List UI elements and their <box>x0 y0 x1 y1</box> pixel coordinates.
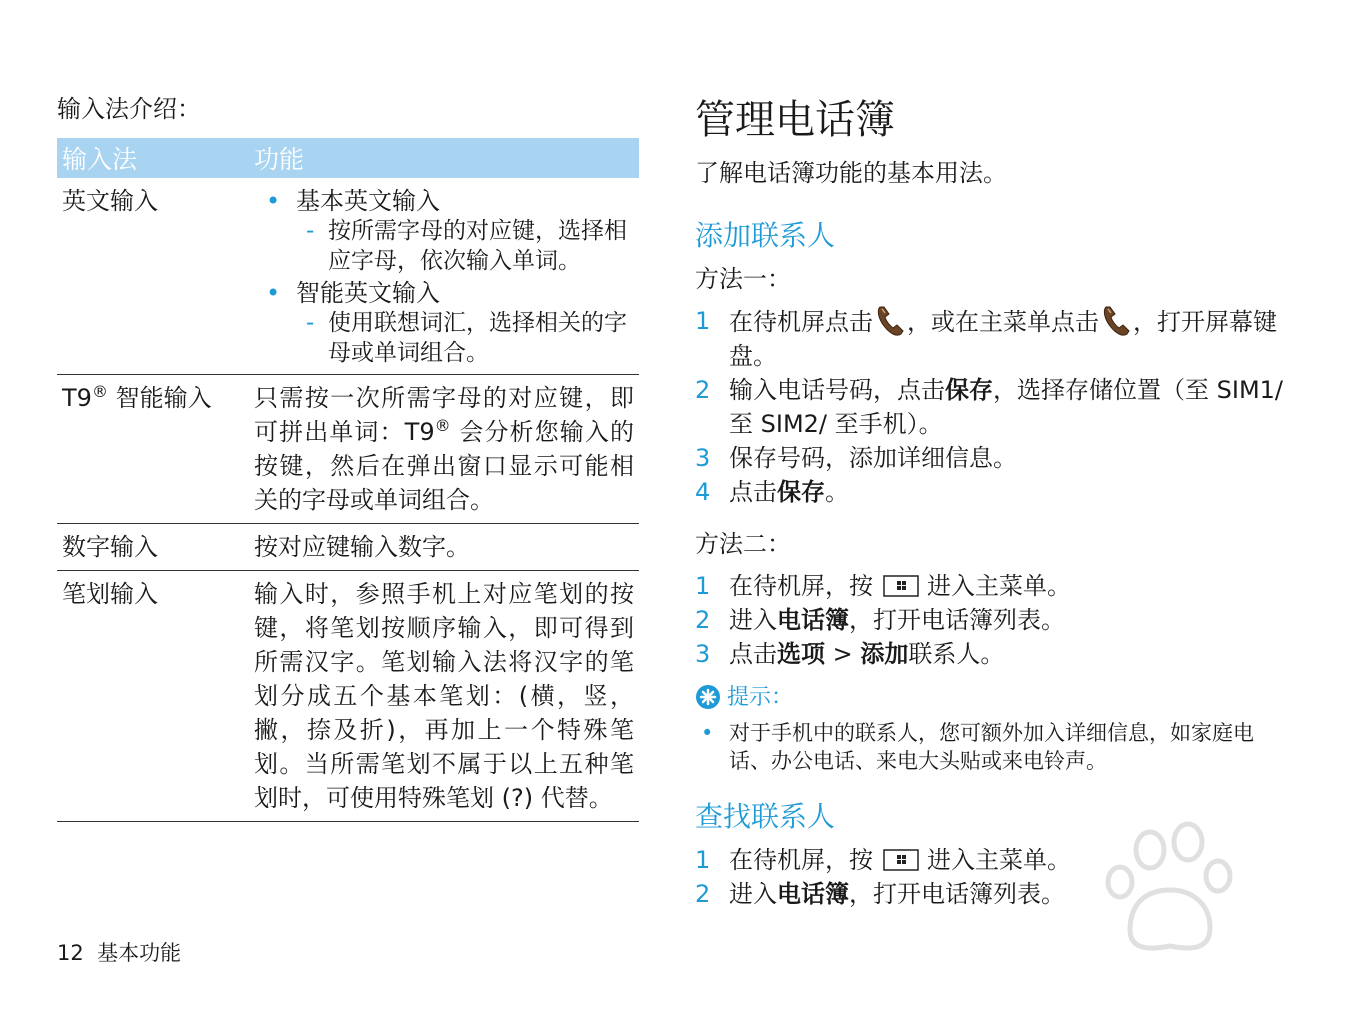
table-row <box>57 571 639 822</box>
right-column <box>695 92 1295 929</box>
step-text: 在待机屏，按 <box>729 846 873 874</box>
step-number: 1 <box>695 846 711 874</box>
bullet-title: 基本英文输入 <box>296 187 440 215</box>
phonebook-label: 电话簿 <box>777 606 849 634</box>
step-number: 2 <box>695 880 711 908</box>
list-item <box>695 603 1295 637</box>
sub-item: - 使用联想词汇，选择相关的字母或单词组合。 <box>306 308 634 368</box>
tip-label: 提示： <box>727 685 794 710</box>
list-item <box>695 569 1295 603</box>
bullet-title: 智能英文输入 <box>296 279 440 307</box>
step-number: 1 <box>695 572 711 600</box>
method-one-steps <box>695 304 1295 509</box>
find-contact-heading: 查找联系人 <box>695 800 836 833</box>
row-number-name: 数字输入 <box>57 524 249 571</box>
row-number-desc: 按对应键输入数字。 <box>249 524 639 571</box>
method-one-label: 方法一： <box>695 265 791 293</box>
step-number: 3 <box>695 444 711 472</box>
row-stroke-name: 笔划输入 <box>57 571 249 822</box>
page-number: 12 <box>57 941 84 965</box>
add-label: 添加 <box>860 640 909 668</box>
t9-desc-b: 会分析您输入的按键，然后在弹出窗口显示可能相关的字母或单词组合。 <box>254 418 634 514</box>
step-text: 联系人。 <box>908 640 1005 668</box>
list-item <box>266 186 634 276</box>
footer-section: 基本功能 <box>97 941 182 965</box>
step-text: 保存号码，添加详细信息。 <box>729 444 1017 472</box>
step-text: 进入 <box>729 606 777 634</box>
tip-header <box>695 683 1295 713</box>
table-row <box>57 524 639 571</box>
row-t9-name <box>57 375 249 524</box>
phone-icon <box>875 304 905 338</box>
watermark-logo <box>1080 810 1280 980</box>
t9-text: T9 <box>62 384 92 412</box>
page-lead: 了解电话簿功能的基本用法。 <box>695 159 1007 187</box>
list-item <box>266 278 634 368</box>
step-text: ，打开电话簿列表。 <box>849 606 1065 634</box>
input-methods-table <box>57 138 639 822</box>
step-number: 2 <box>695 606 711 634</box>
method-two-label: 方法二： <box>695 530 791 558</box>
row-english-desc <box>249 178 639 375</box>
page-footer <box>57 938 181 968</box>
tip-icon <box>695 684 721 710</box>
menu-separator: > <box>825 640 861 668</box>
menu-key-icon <box>883 575 919 597</box>
step-text: ，打开电话簿列表。 <box>849 880 1065 908</box>
list-item <box>695 475 1295 509</box>
tip-item: • 对于手机中的联系人，您可额外加入详细信息，如家庭电话、办公电话、来电大头贴或来电铃声。 <box>695 719 1295 775</box>
step-text: 点击 <box>729 640 777 668</box>
t9-desc-a: 只需按一次所需字母的对应键，即可拼出单词：T9 <box>254 384 634 446</box>
list-item <box>695 441 1295 475</box>
row-english-name: 英文输入 <box>57 178 249 375</box>
options-label: 选项 <box>777 640 825 668</box>
list-item <box>695 373 1295 441</box>
step-text: 点击 <box>729 478 777 506</box>
phone-icon <box>1101 304 1131 338</box>
page-title: 管理电话簿 <box>695 97 895 143</box>
input-methods-intro: 输入法介绍： <box>57 95 201 123</box>
step-number: 4 <box>695 478 711 506</box>
step-text: 输入电话号码，点击 <box>729 376 945 404</box>
save-label: 保存 <box>945 376 993 404</box>
table-row <box>57 375 639 524</box>
step-text: 在待机屏，按 <box>729 572 873 600</box>
method-two-steps <box>695 569 1295 671</box>
step-text: ，选择存储位置（至 SIM1/ 至 SIM2/ 至手机）。 <box>729 376 1284 438</box>
left-column <box>57 92 639 822</box>
step-text: 进入 <box>729 880 777 908</box>
list-item <box>695 304 1295 373</box>
table-header-row <box>57 138 639 178</box>
step-text: ，打开屏幕键盘。 <box>729 308 1277 370</box>
step-number: 1 <box>695 307 711 335</box>
add-contact-heading: 添加联系人 <box>695 219 836 252</box>
sub-item: - 按所需字母的对应键，选择相应字母，依次输入单词。 <box>306 216 634 276</box>
step-text: 。 <box>825 478 849 506</box>
step-text: 进入主菜单。 <box>927 846 1071 874</box>
english-bullets <box>254 186 634 368</box>
registered-mark: ® <box>434 416 451 435</box>
step-number: 3 <box>695 640 711 668</box>
step-text: ，或在主菜单点击 <box>907 308 1099 336</box>
step-number: 2 <box>695 376 711 404</box>
step-text: 进入主菜单。 <box>927 572 1071 600</box>
row-stroke-desc: 输入时，参照手机上对应笔划的按键，将笔划按顺序输入，即可得到所需汉字。笔划输入法将汉字的笔划分成五个基本笔划：(横，竖，撇，捺及折)，再加上一个特殊笔划。当所需笔划不属于以上五种笔划时，可使用特殊笔划 (?) 代替。 <box>249 571 639 822</box>
tip-list <box>695 719 1295 775</box>
table-header-function: 功能 <box>249 138 639 178</box>
table-row <box>57 178 639 375</box>
table-header-method: 输入法 <box>57 138 249 178</box>
step-text: 在待机屏点击 <box>729 308 873 336</box>
row-t9-desc <box>249 375 639 524</box>
phonebook-label: 电话簿 <box>777 880 849 908</box>
registered-mark: ® <box>91 382 108 401</box>
t9-suffix: 智能输入 <box>107 384 212 412</box>
menu-key-icon <box>883 849 919 871</box>
save-label: 保存 <box>777 478 825 506</box>
list-item <box>695 637 1295 671</box>
